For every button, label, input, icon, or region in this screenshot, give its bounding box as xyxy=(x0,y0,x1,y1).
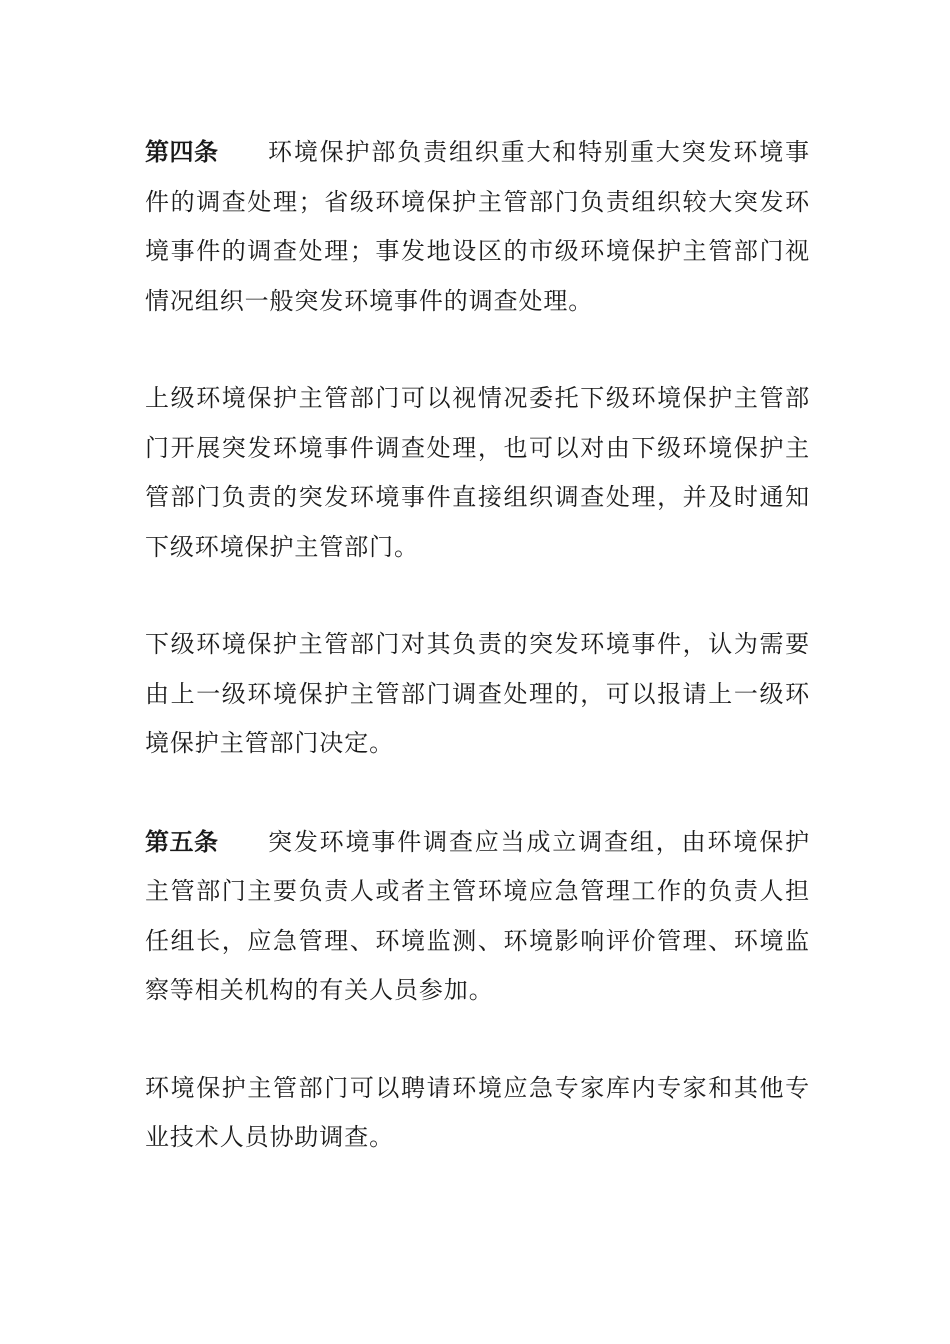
article-4-clause-3-text: 下级环境保护主管部门对其负责的突发环境事件，认为需要由上一级环境保护主管部门调查处理的，可以报请上一级环境保护主管部门决定。 xyxy=(145,630,810,757)
article-4-clause-2-text: 上级环境保护主管部门可以视情况委托下级环境保护主管部门开展突发环境事件调查处理，也可以对由下级环境保护主管部门负责的突发环境事件直接组织调查处理，并及时通知下级环境保护主管部门。 xyxy=(145,384,810,561)
article-4-label: 第四条 xyxy=(145,137,219,166)
article-5-label: 第五条 xyxy=(145,826,219,856)
article-5-paragraph xyxy=(145,817,810,1016)
article-4-paragraph xyxy=(145,127,810,326)
article-5-clause-2-paragraph xyxy=(145,1064,810,1163)
article-5-clause-2-text: 环境保护主管部门可以聘请环境应急专家库内专家和其他专业技术人员协助调查。 xyxy=(145,1073,810,1151)
article-5-text: 突发环境事件调查应当成立调查组，由环境保护主管部门主要负责人或者主管环境应急管理工作的负责人担任组长，应急管理、环境监测、环境影响评价管理、环境监察等相关机构的有关人员参加。 xyxy=(145,827,810,1004)
article-4-text: 环境保护部负责组织重大和特别重大突发环境事件的调查处理；省级环境保护主管部门负责组织较大突发环境事件的调查处理；事发地设区的市级环境保护主管部门视情况组织一般突发环境事件的调查处理。 xyxy=(145,138,810,315)
article-4-clause-2-paragraph xyxy=(145,374,810,572)
article-4-clause-3-paragraph xyxy=(145,620,810,769)
document-page xyxy=(145,127,810,1211)
